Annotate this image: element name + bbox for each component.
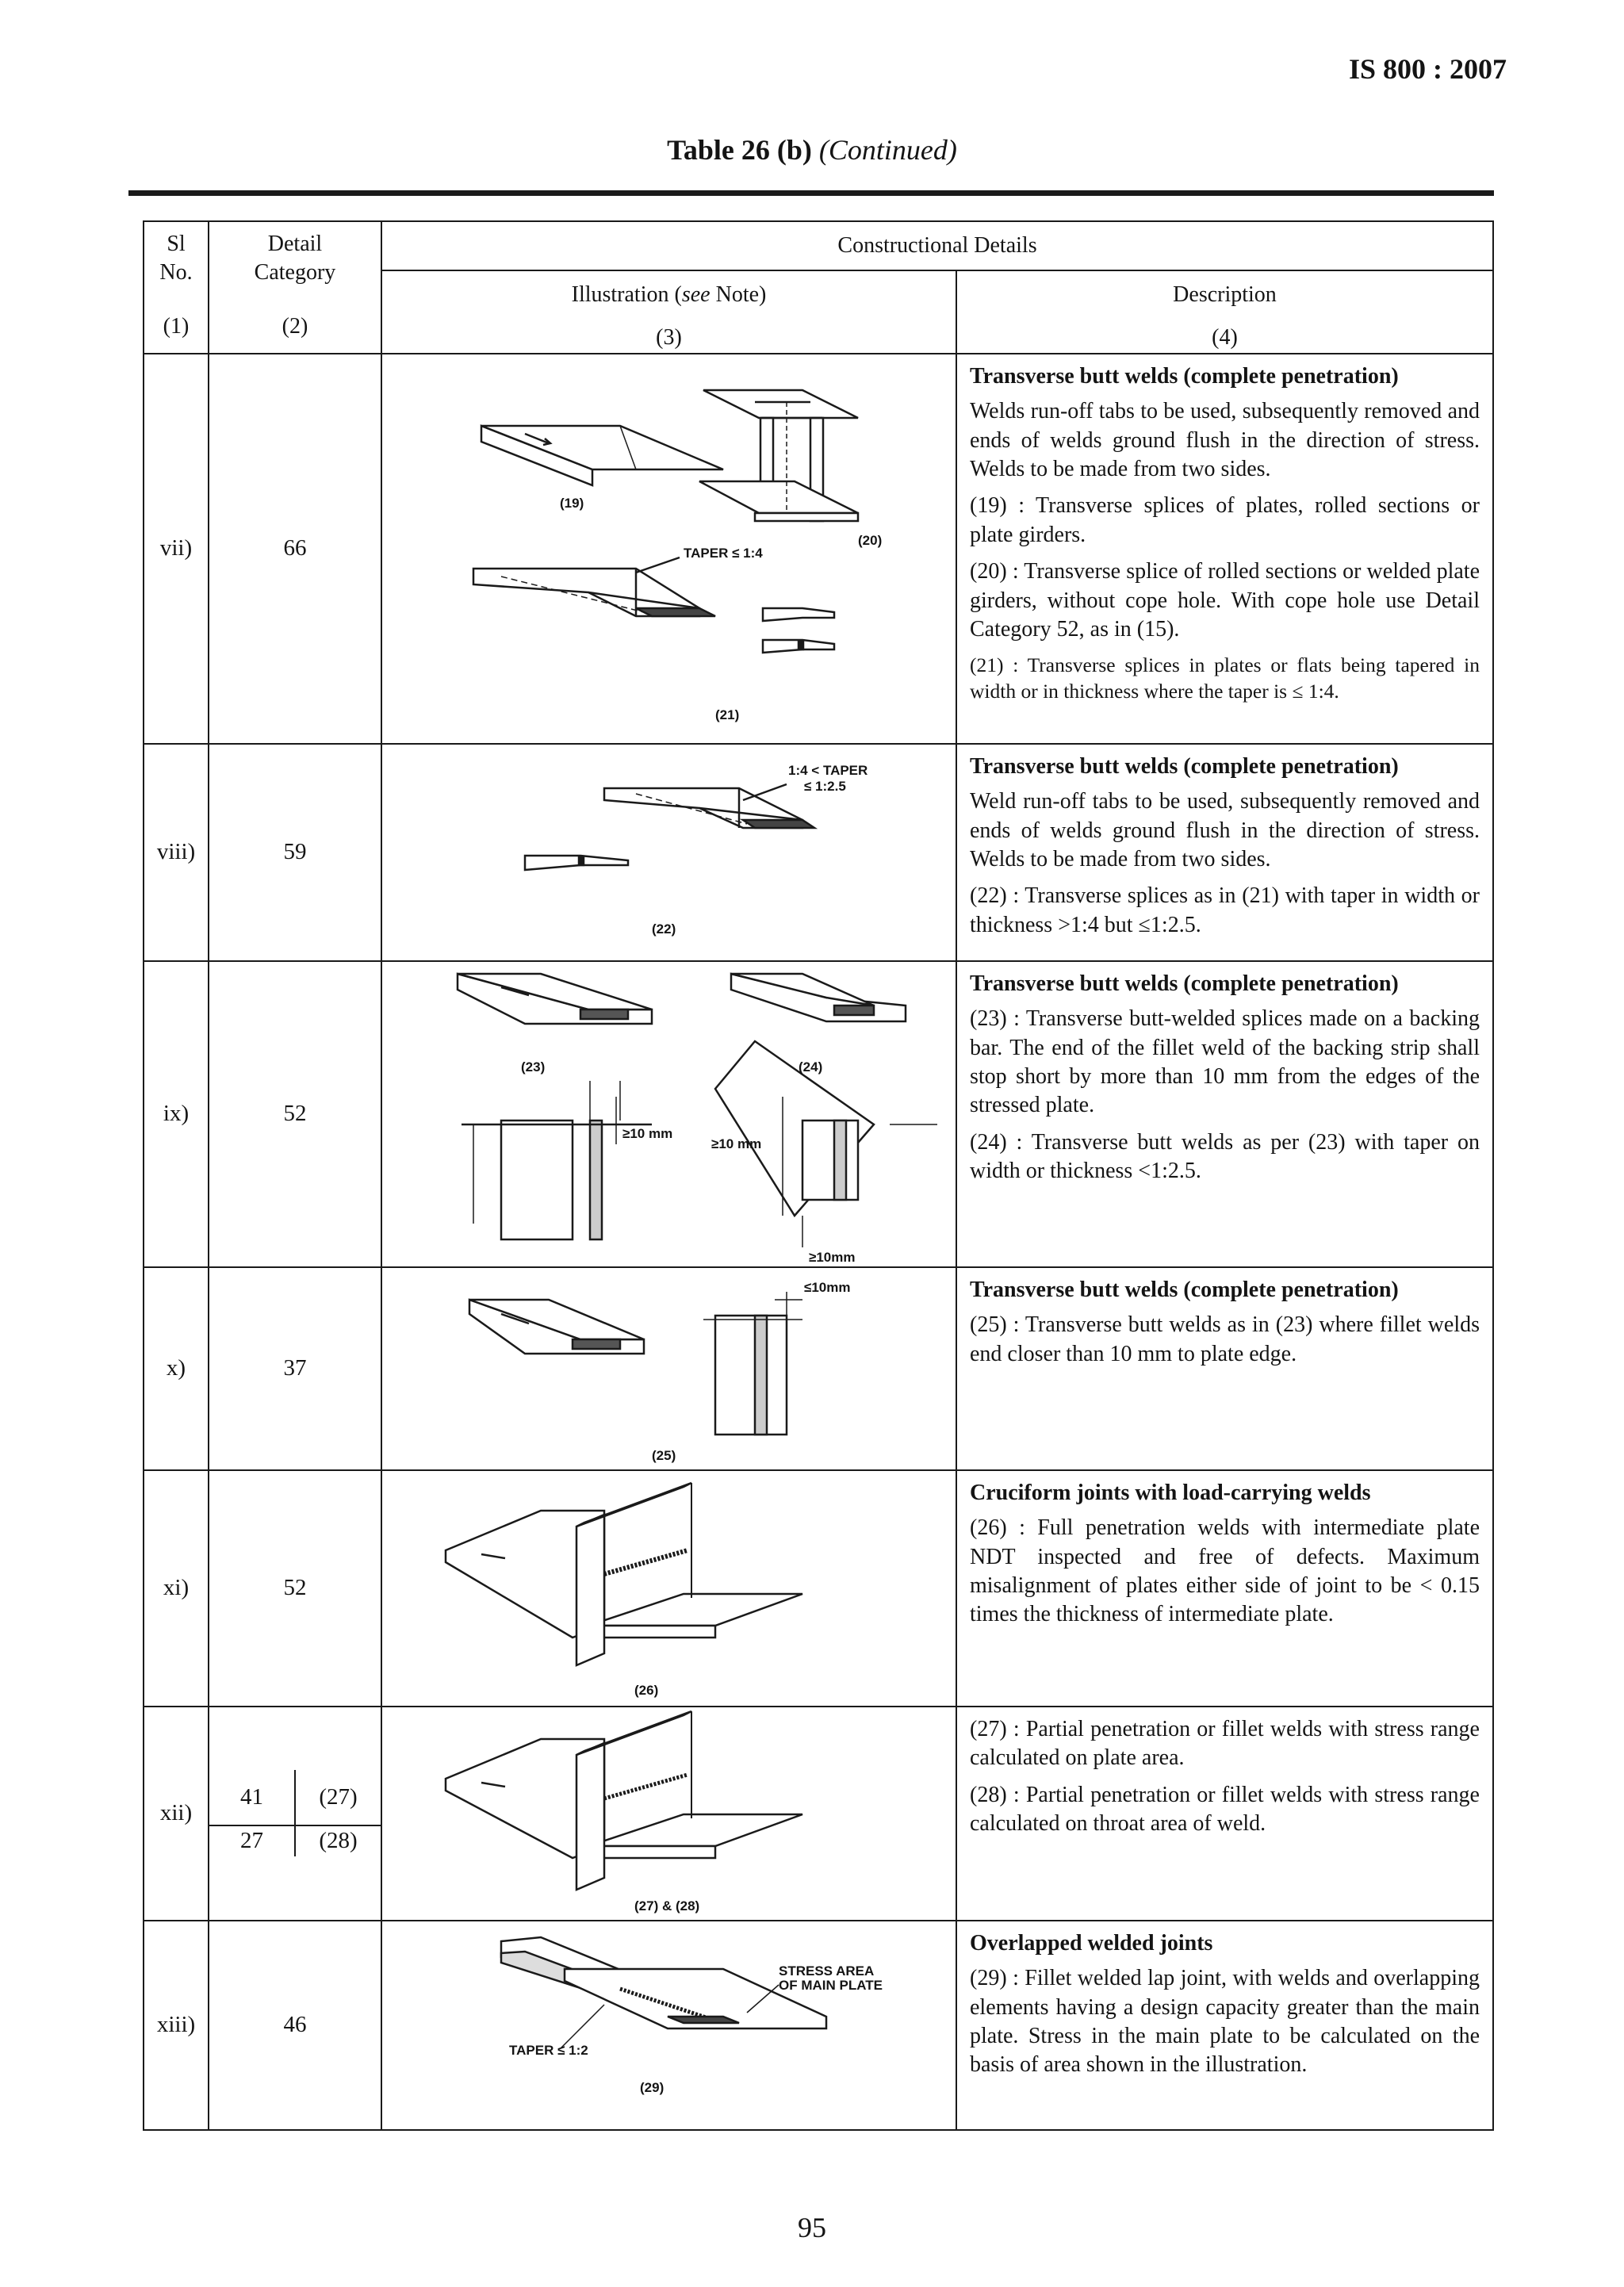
description-cell <box>956 354 1493 744</box>
description-para: (28) : Partial penetration or fillet welds with stress range calculated on throat area of weld. <box>970 1782 1480 1836</box>
fig-label-25: (25) <box>652 1447 676 1463</box>
fig-label-21: (21) <box>715 707 740 722</box>
cruciform-joint-diagram <box>382 1471 953 1704</box>
backing-bar-splice-diagram <box>382 962 953 1265</box>
row-category: 37 <box>209 1267 381 1470</box>
dimension-24-edge: ≥10mm <box>809 1249 856 1265</box>
header-detail-category <box>209 221 381 354</box>
description-cell <box>956 961 1493 1267</box>
table-row <box>144 1921 1493 2130</box>
category-41: 41 <box>209 1770 295 1825</box>
row-category: 66 <box>209 354 381 744</box>
reference-27: (27) <box>295 1770 381 1825</box>
row-category: 52 <box>209 961 381 1267</box>
taper-annotation-29: TAPER ≤ 1:2 <box>509 2042 588 2058</box>
header-no-text: No. <box>159 260 193 285</box>
table-row <box>144 1267 1493 1470</box>
standard-code: IS 800 : 2007 <box>1348 53 1507 85</box>
fig-label-23: (23) <box>521 1059 546 1075</box>
reference-28: (28) <box>319 1828 358 1854</box>
lap-joint-diagram <box>382 1921 953 2128</box>
butt-weld-splice-diagram <box>382 354 953 741</box>
description-para: (20) : Transverse splice of rolled sections or welded plate girders, without cope hole. With cope hole use Detail Category 52, as in (15). <box>970 559 1480 642</box>
header-sl-text: Sl <box>167 232 186 256</box>
table-row <box>144 744 1493 961</box>
dimension-24: ≥10 mm <box>711 1136 762 1151</box>
description-para: (26) : Full penetration welds with intermediate plate NDT inspected and free of defects. Maximum misalignment of plates either side of joint to be < 0.15 times the thickness of intermediate plate. <box>970 1515 1480 1627</box>
fig-label-24: (24) <box>799 1059 823 1075</box>
row-category: 52 <box>209 1470 381 1707</box>
row-sl: viii) <box>144 744 209 961</box>
description-heading: Transverse butt welds (complete penetration) <box>970 1277 1399 1302</box>
tapered-splice-diagram <box>382 745 953 959</box>
taper-range-annotation: 1:4 < TAPER <box>788 762 868 778</box>
description-para: (25) : Transverse butt welds as in (23) where fillet welds end closer than 10 mm to plate edge. <box>970 1312 1480 1366</box>
header-sl-number: (1) <box>163 314 190 339</box>
header-illustration <box>381 270 956 354</box>
illustration-label-see: see <box>681 282 710 307</box>
dimension-23: ≥10 mm <box>622 1125 673 1141</box>
fatigue-detail-table <box>143 220 1494 2131</box>
header-constructional-details: Constructional Details <box>381 221 1493 270</box>
illustration-label-a: Illustration ( <box>571 282 682 307</box>
header-description-text: Description <box>1173 282 1277 307</box>
description-heading: Overlapped welded joints <box>970 1930 1213 1956</box>
fillet-end-splice-diagram <box>382 1268 953 1468</box>
description-para: Welds run-off tabs to be used, subsequently removed and ends of welds ground flush in the direction of stress. Welds to be made from two sides. <box>970 399 1480 481</box>
description-para: (19) : Transverse splices of plates, rolled sections or plate girders. <box>970 493 1480 547</box>
description-cell <box>956 744 1493 961</box>
category-27: 27 <box>209 1825 295 1856</box>
header-description-number: (4) <box>1212 325 1238 351</box>
table-row <box>144 961 1493 1267</box>
illustration-cell <box>381 1921 956 2130</box>
description-cell <box>956 1470 1493 1707</box>
description-cell <box>956 1707 1493 1921</box>
description-para: Weld run-off tabs to be used, subsequently removed and ends of welds ground flush in the direction of stress. Welds to be made from two sides. <box>970 789 1480 872</box>
fig-label-20: (20) <box>858 532 883 548</box>
stress-area-annotation-2: OF MAIN PLATE <box>779 1977 883 1993</box>
illustration-cell <box>381 354 956 744</box>
row-sl: x) <box>144 1267 209 1470</box>
table-row <box>144 354 1493 744</box>
row-category: 46 <box>209 1921 381 2130</box>
header-illustration-number: (3) <box>656 325 682 351</box>
fig-label-26: (26) <box>634 1682 659 1698</box>
description-cell <box>956 1921 1493 2130</box>
fig-label-27-28: (27) & (28) <box>634 1898 700 1913</box>
illustration-cell <box>381 1267 956 1470</box>
row-sl: xi) <box>144 1470 209 1707</box>
table-row <box>144 1707 1493 1921</box>
description-cell <box>956 1267 1493 1470</box>
header-description <box>956 270 1493 354</box>
category-split-table <box>209 1770 381 1856</box>
description-para: (22) : Transverse splices as in (21) with taper in width or thickness >1:4 but ≤1:2.5. <box>970 883 1480 937</box>
table-title <box>0 133 1624 167</box>
description-para: (24) : Transverse butt welds as per (23) with taper on width or thickness <1:2.5. <box>970 1129 1480 1184</box>
illustration-cell <box>381 961 956 1267</box>
table-number: Table 26 (b) <box>667 134 812 166</box>
illustration-label-b: Note) <box>710 282 767 307</box>
dimension-25: ≤10mm <box>804 1279 851 1295</box>
stress-area-annotation: STRESS AREA <box>779 1963 875 1979</box>
fig-label-29: (29) <box>640 2079 665 2095</box>
illustration-cell <box>381 1707 956 1921</box>
header-category-number: (2) <box>282 314 308 339</box>
row-sl: xii) <box>144 1707 209 1921</box>
continued-label: (Continued) <box>818 134 957 166</box>
taper-annotation: TAPER ≤ 1:4 <box>684 545 763 561</box>
description-heading: Cruciform joints with load-carrying welds <box>970 1480 1371 1505</box>
title-rule <box>128 190 1494 196</box>
page-number: 95 <box>798 2212 826 2243</box>
illustration-cell <box>381 1470 956 1707</box>
fig-label-19: (19) <box>560 495 584 511</box>
header-category-text: Category <box>254 260 336 285</box>
row-sl: vii) <box>144 354 209 744</box>
header-detail-text: Detail <box>267 232 323 256</box>
row-category: 59 <box>209 744 381 961</box>
partial-penetration-joint-diagram <box>382 1707 953 1918</box>
row-category-split <box>209 1707 381 1921</box>
header-sl-no <box>144 221 209 354</box>
table-row <box>144 1470 1493 1707</box>
fig-label-22: (22) <box>652 921 676 937</box>
description-para: (23) : Transverse butt-welded splices made on a backing bar. The end of the fillet weld of the backing strip shall stop short by more than 10 mm from the edges of the stressed plate. <box>970 1006 1480 1118</box>
taper-range-limit: ≤ 1:2.5 <box>804 778 846 794</box>
row-sl: xiii) <box>144 1921 209 2130</box>
description-para: (29) : Fillet welded lap joint, with welds and overlapping elements having a design capacity greater than the main plate. Stress in the main plate to be calculated on the basis of area shown in the illustration. <box>970 1966 1480 2078</box>
row-sl: ix) <box>144 961 209 1267</box>
description-para: (27) : Partial penetration or fillet welds with stress range calculated on plate area. <box>970 1716 1480 1771</box>
description-para: (21) : Transverse splices in plates or flats being tapered in width or in thickness where the taper is ≤ 1:4. <box>970 653 1480 703</box>
illustration-cell <box>381 744 956 961</box>
description-heading: Transverse butt welds (complete penetration) <box>970 971 1399 996</box>
description-heading: Transverse butt welds (complete penetration) <box>970 363 1399 389</box>
description-heading: Transverse butt welds (complete penetration) <box>970 753 1399 779</box>
